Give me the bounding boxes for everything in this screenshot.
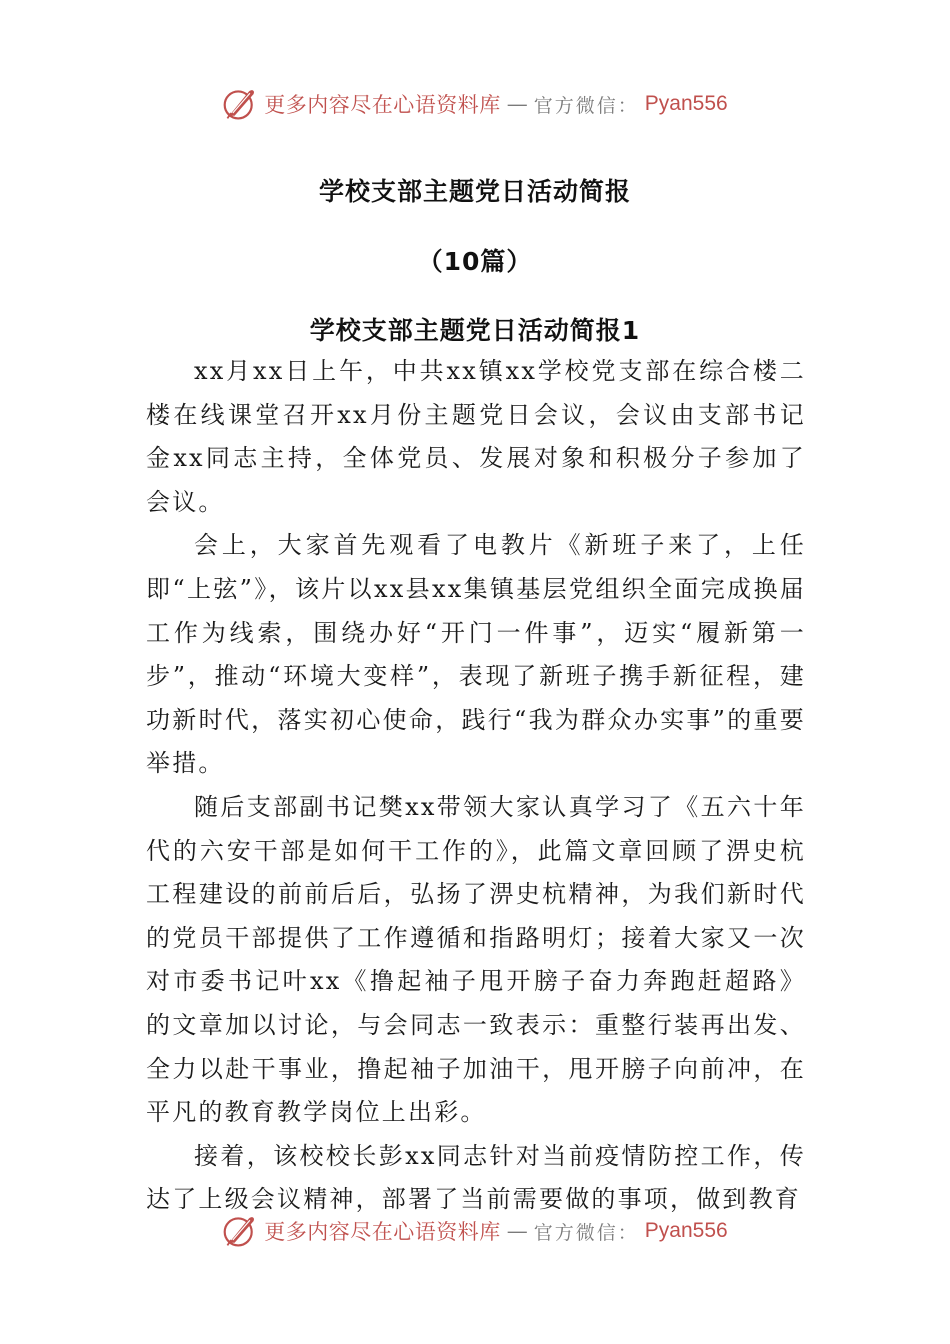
banner-separator: — (506, 92, 528, 116)
body-paragraph: 随后支部副书记樊xx带领大家认真学习了《五六十年代的六安干部是如何干工作的》，此篇文章回顾了淠史杭工程建设的前前后后，弘扬了淠史杭精神，为我们新时代的党员干部提供了工作遵循和指路明灯；接着大家又一次对市委书记叶xx《撸起袖子甩开膀子奋力奔跑赶超路》的文章加以讨论，与会同志一致表示：重整行装再出发、全力以赴干事业，撸起袖子加油干，甩开膀子向前冲，在平凡的教育教学岗位上出彩。 (146, 792, 806, 1127)
quill-logo-icon (222, 86, 258, 122)
document-count: （10篇） (417, 247, 533, 276)
body-paragraph: 接着，该校校长彭xx同志针对当前疫情防控工作，传达了上级会议精神，部署了当前需要做的事项，做到教育 (146, 1141, 806, 1214)
footer-banner (0, 1209, 950, 1253)
header-banner (0, 82, 950, 126)
banner-brand-text: 更多内容尽在心语资料库 (264, 1220, 501, 1244)
document-body (146, 350, 806, 1222)
banner-separator: — (506, 1219, 528, 1243)
banner-brand-text: 更多内容尽在心语资料库 (264, 93, 501, 117)
body-paragraph: 会上，大家首先观看了电教片《新班子来了，上任即“上弦”》，该片以xx县xx集镇基层党组织全面完成换届工作为线索，围绕办好“开门一件事”，迈实“履新第一步”，推动“环境大变样”，表现了新班子携手新征程，建功新时代，落实初心使命，践行“我为群众办实事”的重要举措。 (146, 531, 806, 778)
banner-official-label: 官方微信： (533, 94, 639, 117)
quill-logo-icon (222, 1213, 258, 1249)
banner-official-label: 官方微信： (533, 1221, 639, 1244)
banner-wechat-id: Pyan556 (644, 1219, 728, 1242)
body-paragraph: xx月xx日上午，中共xx镇xx学校党支部在综合楼二楼在线课堂召开xx月份主题党日会议，会议由支部书记金xx同志主持，全体党员、发展对象和积极分子参加了会议。 (146, 357, 806, 516)
document-title: 学校支部主题党日活动简报 (318, 177, 631, 206)
section-title: 学校支部主题党日活动简报1 (309, 316, 641, 345)
banner-wechat-id: Pyan556 (644, 92, 728, 115)
